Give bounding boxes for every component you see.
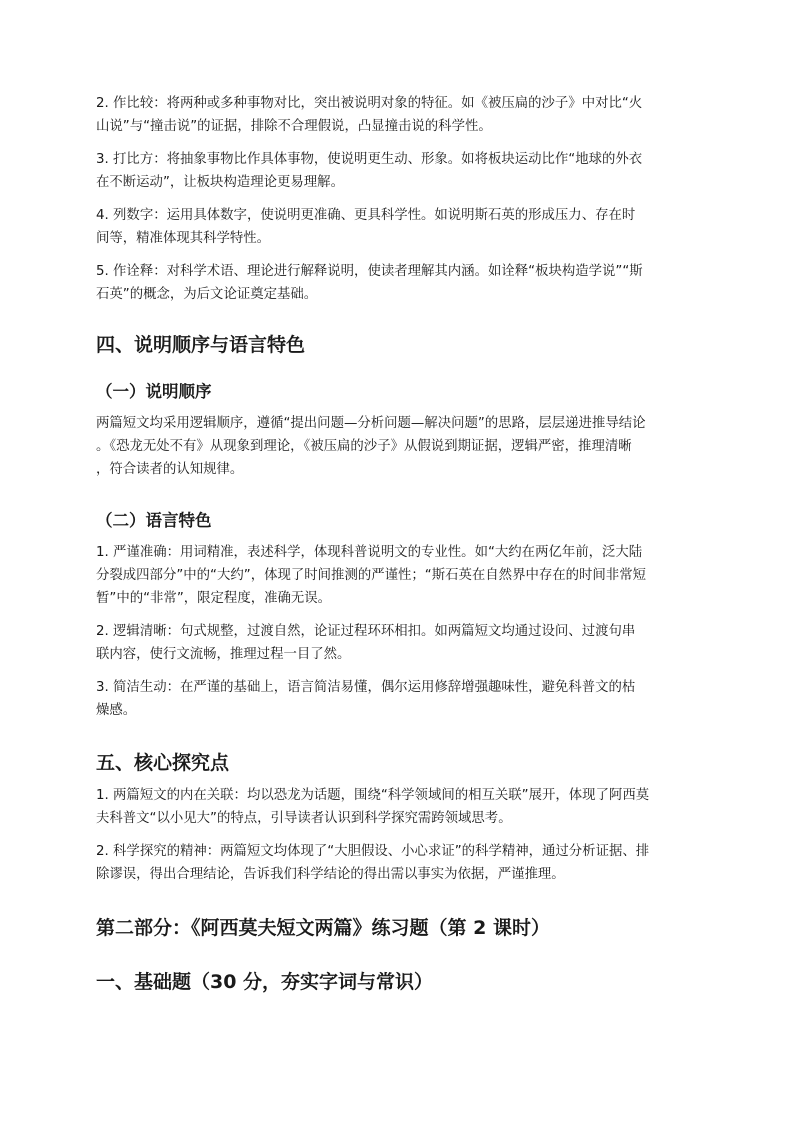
method-item-5	[96, 260, 702, 306]
text-line: 2. 逻辑清晰：句式规整，过渡自然，论证过程环环相扣。如两篇短文均通过设问、过渡句串	[96, 624, 636, 639]
text-line: 燥感。	[96, 703, 137, 718]
method-item-3	[96, 148, 702, 194]
text-line: 在不断运动”，让板块构造理论更易理解。	[96, 175, 344, 190]
text-line: 暂”中的“非常”，限定程度，准确无误。	[96, 591, 332, 606]
text-line: 。《恐龙无处不有》从现象到理论，《被压扁的沙子》从假说到期证据，逻辑严密，推理清晰	[96, 439, 632, 454]
text-line: 5. 作诠释：对科学术语、理论进行解释说明，使读者理解其内涵。如诠释“板块构造学说”“斯	[96, 264, 643, 279]
subsection-heading-order: （一）说明顺序	[96, 382, 212, 401]
text-line: ，符合读者的认知规律。	[96, 462, 244, 477]
text-line: 联内容，使行文流畅，推理过程一目了然。	[96, 647, 351, 662]
part-two-heading: 第二部分：《阿西莫夫短文两篇》练习题（第 2 课时）	[96, 917, 550, 939]
text-line: 3. 简洁生动：在严谨的基础上，语言简洁易懂，偶尔运用修辞增强趣味性，避免科普文的枯	[96, 680, 636, 695]
method-item-2	[96, 92, 702, 138]
exploration-item-1	[96, 784, 702, 830]
text-line: 2. 科学探究的精神：两篇短文均体现了“大胆假设、小心求证”的科学精神，通过分析证据、排	[96, 844, 650, 859]
text-line: 1. 严谨准确：用词精准，表述科学，体现科普说明文的专业性。如“大约在两亿年前，泛大陆	[96, 545, 643, 560]
language-item-1	[96, 541, 702, 610]
language-item-2	[96, 620, 702, 666]
text-line: 两篇短文均采用逻辑顺序，遵循“提出问题—分析问题—解决问题”的思路，层层递进推导结论	[96, 416, 646, 431]
text-line: 4. 列数字：运用具体数字，使说明更准确、更具科学性。如说明斯石英的形成压力、存在时	[96, 208, 636, 223]
text-line: 间等，精准体现其科学特性。	[96, 231, 271, 246]
text-line: 2. 作比较：将两种或多种事物对比，突出被说明对象的特征。如《被压扁的沙子》中对比“火	[96, 96, 643, 111]
text-line: 夫科普文“以小见大”的特点，引导读者认识到科学探究需跨领域思考。	[96, 811, 512, 826]
order-paragraph	[96, 412, 702, 481]
subsection-heading-language: （二）语言特色	[96, 511, 212, 530]
method-item-4	[96, 204, 702, 250]
language-item-3	[96, 676, 702, 722]
basic-questions-heading: 一、基础题（30 分，夯实字词与常识）	[96, 971, 434, 993]
section-heading-4: 四、说明顺序与语言特色	[96, 334, 306, 356]
text-line: 3. 打比方：将抽象事物比作具体事物，使说明更生动、形象。如将板块运动比作“地球的外衣	[96, 152, 643, 167]
text-line: 石英”的概念，为后文论证奠定基础。	[96, 287, 318, 302]
text-line: 山说”与“撞击说”的证据，排除不合理假说，凸显撞击说的科学性。	[96, 119, 492, 134]
text-line: 除谬误，得出合理结论，告诉我们科学结论的得出需以事实为依据，严谨推理。	[96, 867, 565, 882]
text-line: 1. 两篇短文的内在关联：均以恐龙为话题，围绕“科学领域间的相互关联”展开，体现了阿西莫	[96, 788, 650, 803]
text-line: 分裂成四部分”中的“大约”，体现了时间推测的严谨性；“斯石英在自然界中存在的时间非常短	[96, 568, 646, 583]
exploration-item-2	[96, 840, 702, 886]
section-heading-5: 五、核心探究点	[96, 752, 230, 774]
